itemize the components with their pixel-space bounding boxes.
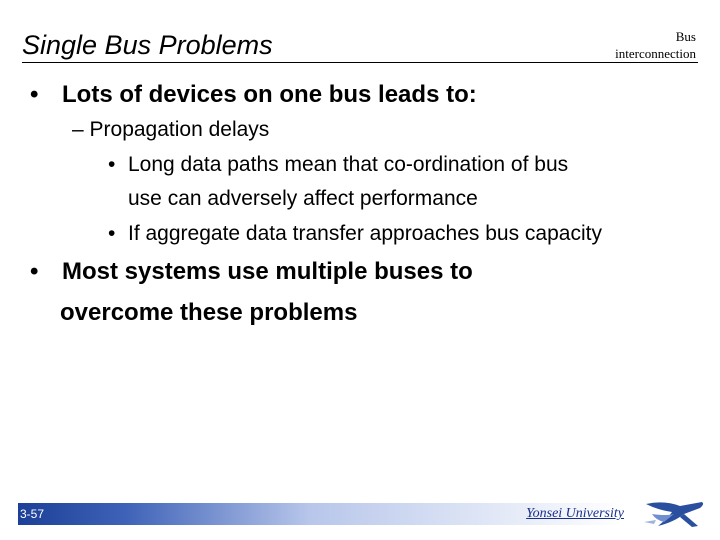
bullet-dot: • — [30, 258, 39, 285]
corner-label-line2: interconnection — [615, 46, 696, 61]
airplane-logo-icon — [644, 492, 706, 532]
bullet-1-text: Lots of devices on one bus leads to: — [62, 81, 477, 108]
corner-label-line1: Bus — [675, 29, 696, 44]
title-underline — [22, 62, 698, 63]
university-name: Yonsei University — [526, 506, 624, 521]
slide-title: Single Bus Problems — [22, 30, 273, 60]
sub-item-1-line2: use can adversely affect performance — [128, 187, 478, 210]
bullet-dot: • — [108, 153, 116, 176]
bullet-dot: • — [108, 222, 116, 245]
bullet-2-line1: Most systems use multiple buses to — [62, 258, 473, 285]
page-number: 3-57 — [20, 507, 45, 521]
sub-bullet-1: – Propagation delays — [72, 118, 270, 141]
sub-item-1-line1: Long data paths mean that co-ordination of bus — [128, 153, 569, 176]
sub-item-2-text: If aggregate data transfer approaches bus capacity — [128, 222, 602, 245]
bullet-2-line2: overcome these problems — [60, 299, 358, 326]
corner-label — [615, 28, 696, 62]
bullet-dot: • — [30, 81, 39, 108]
